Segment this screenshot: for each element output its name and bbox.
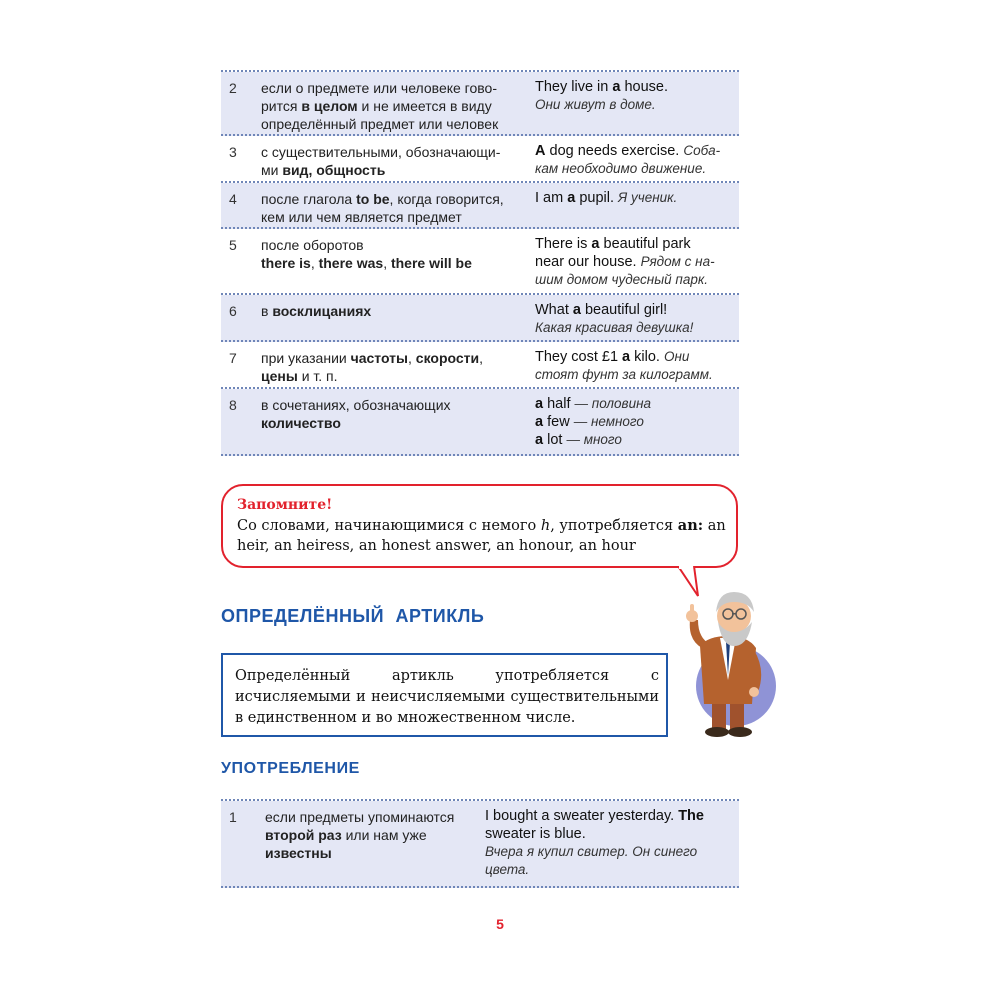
remember-bubble — [221, 484, 738, 568]
table-row — [221, 342, 739, 389]
row-number: 2 — [229, 80, 237, 96]
remember-title: Запомните! — [237, 497, 333, 513]
row-example: I bought a sweater yesterday. The sweater is blue. Вчера я купил свитер. Он синего цвета. — [485, 808, 704, 877]
page-number: 5 — [496, 916, 504, 932]
row-description: с существительными, обозначающи- ми вид, общность — [261, 144, 501, 178]
remember-text: Со словами, начинающимися с немого h, употребляется an: an heir, an heiress, an honest answer, an honour, an hour — [237, 517, 726, 554]
table-row — [221, 801, 739, 888]
section-heading-usage: УПОТРЕБЛЕНИЕ — [221, 760, 360, 777]
usage-table-indefinite — [221, 72, 739, 456]
row-example: What a beautiful girl! Какая красивая девушка! — [535, 302, 694, 335]
row-example: I am a pupil. Я ученик. — [535, 190, 678, 206]
row-number: 6 — [229, 303, 237, 319]
row-description: после оборотов there is, there was, there will be — [261, 237, 472, 271]
row-number: 1 — [229, 809, 237, 825]
table-row — [221, 295, 739, 342]
table-row — [221, 389, 739, 456]
row-description: если о предмете или человеке гово- рится в целом и не имеется в виду определённый предмет или человек — [261, 80, 499, 132]
usage-table-definite — [221, 799, 739, 888]
row-number: 8 — [229, 397, 237, 413]
row-description: после глагола to be, когда говорится, кем или чем является предмет — [261, 191, 504, 225]
row-example: A dog needs exercise. Соба- кам необходимо движение. — [535, 143, 721, 176]
section-heading-definite-article: ОПРЕДЕЛЁННЫЙ АРТИКЛЬ — [221, 606, 485, 626]
row-example: They cost £1 a kilo. Они стоят фунт за килограмм. — [535, 349, 713, 382]
row-description: при указании частоты, скорости, цены и т. п. — [261, 350, 483, 384]
definition-text: Определённый артикль употребляется с исчисляемыми и неисчисляемыми существительными в единственном и во множественном числе. — [235, 668, 659, 726]
table-row — [221, 229, 739, 295]
row-description: если предметы упоминаются второй раз или нам уже известны — [265, 809, 455, 861]
row-number: 4 — [229, 191, 237, 207]
row-number: 5 — [229, 237, 237, 253]
table-row — [221, 136, 739, 183]
row-number: 7 — [229, 350, 237, 366]
definition-box — [221, 653, 668, 737]
row-example: There is a beautiful park near our house. Рядом с на- шим домом чудесный парк. — [535, 236, 715, 287]
row-example: They live in a house. Они живут в доме. — [535, 79, 669, 112]
table-row — [221, 183, 739, 229]
row-number: 3 — [229, 144, 237, 160]
row-description: в сочетаниях, обозначающих количество — [261, 397, 451, 431]
row-example: a half — половина a few — немного a lot — много — [535, 396, 652, 448]
row-description: в восклицаниях — [261, 303, 372, 319]
professor-character-icon — [668, 580, 778, 740]
table-row — [221, 72, 739, 136]
